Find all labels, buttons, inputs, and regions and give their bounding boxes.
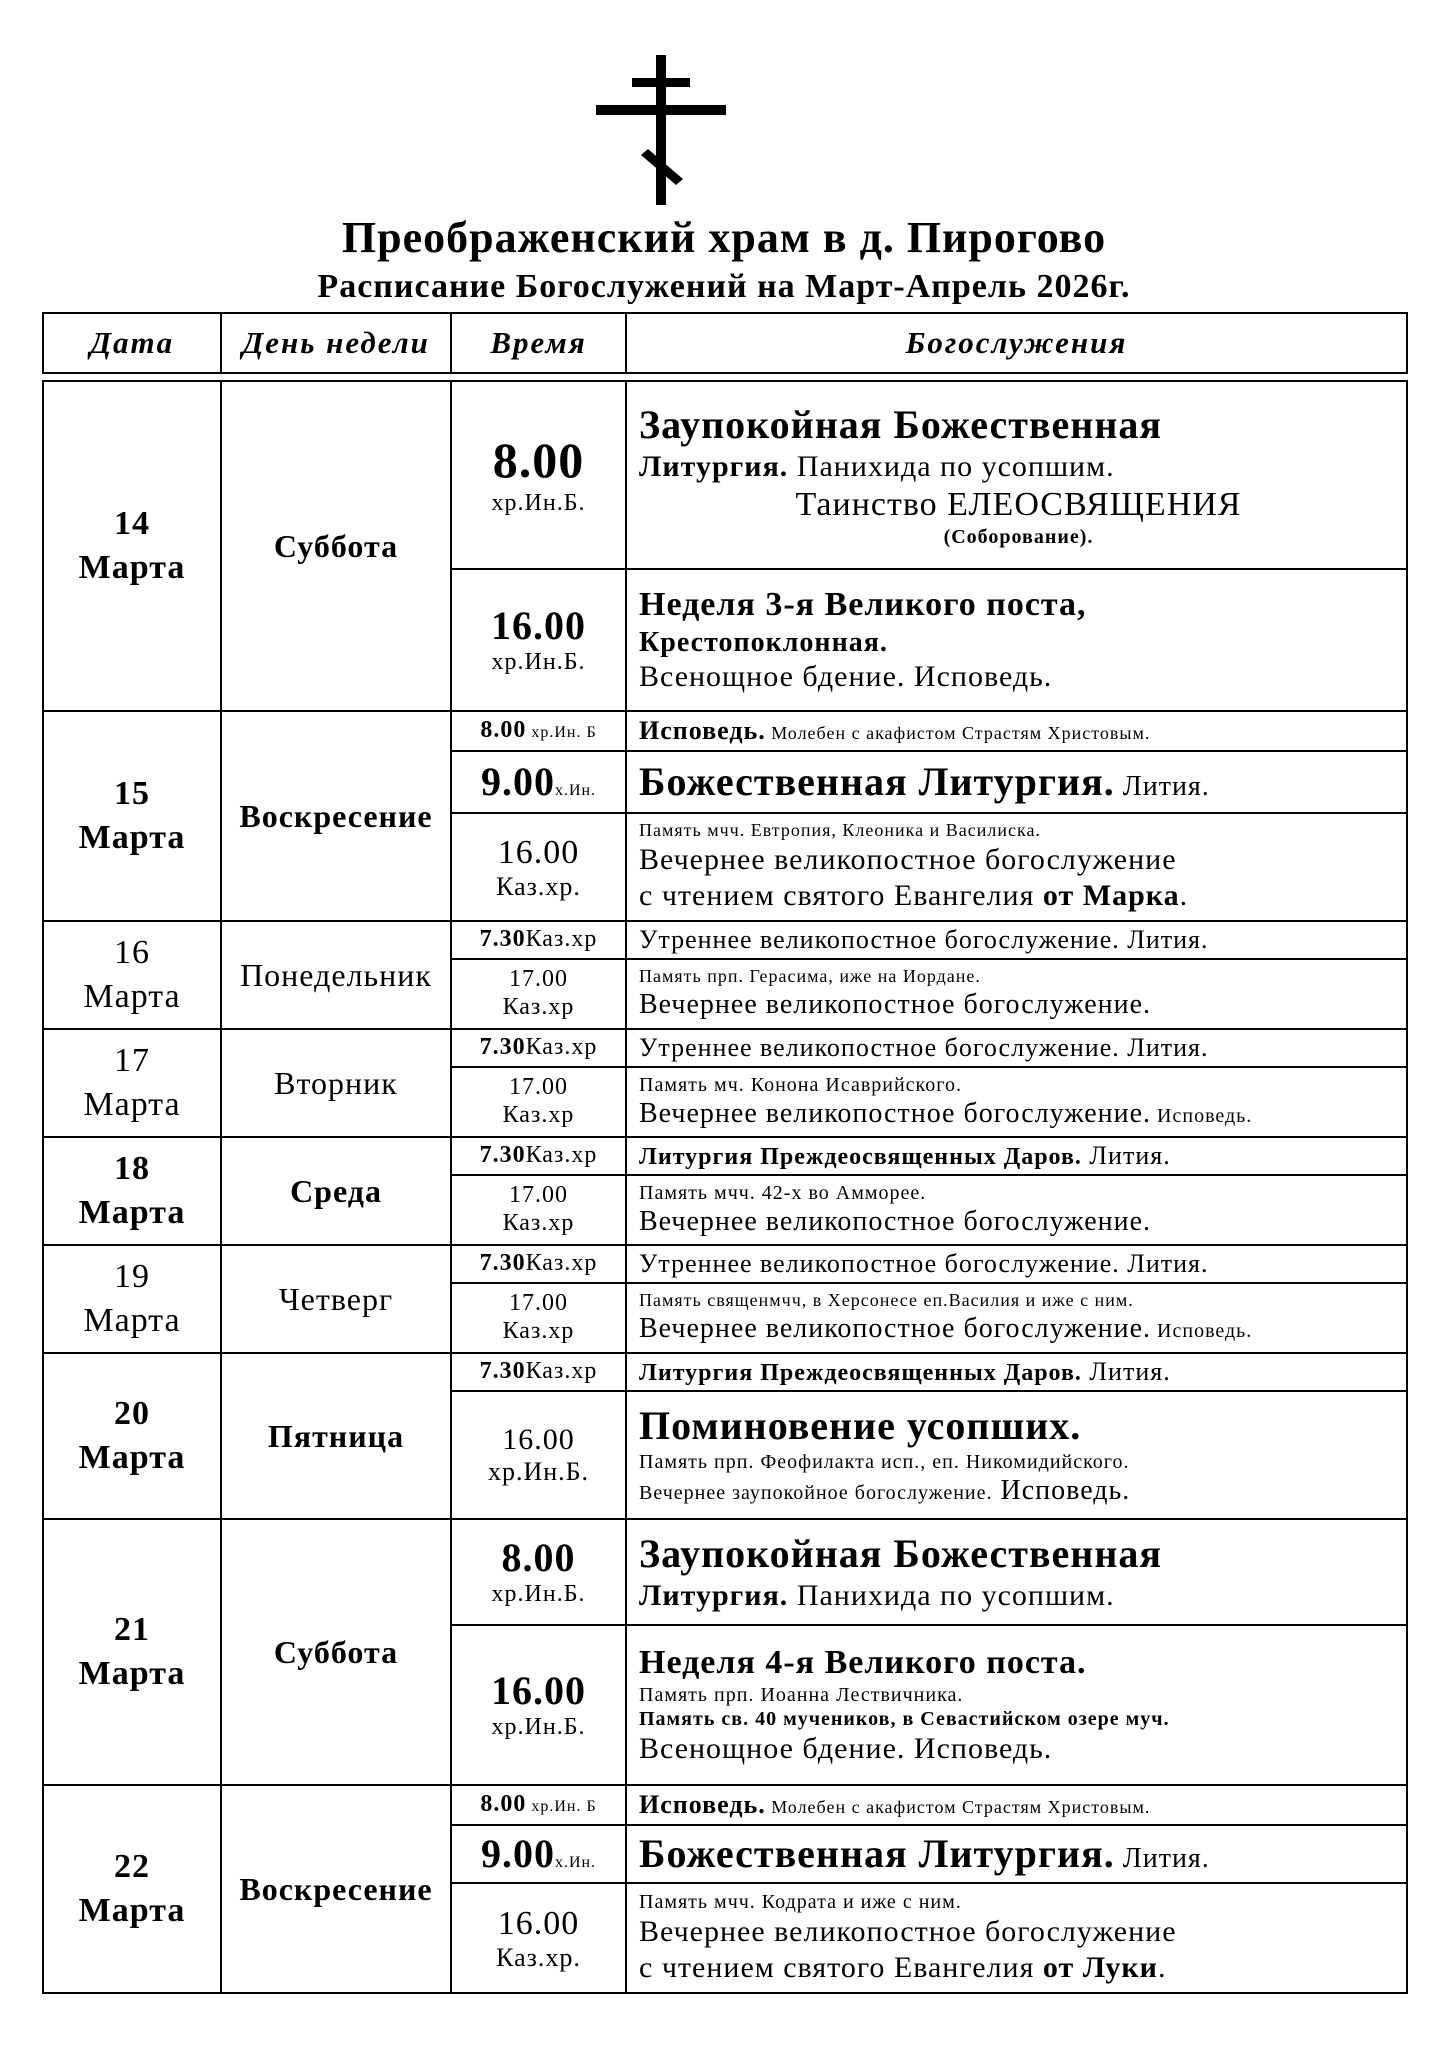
table-row — [43, 1353, 1407, 1391]
time-cell: 17.00 Каз.хр — [451, 1175, 626, 1245]
weekday-cell: Суббота — [221, 381, 451, 711]
weekday-cell: Понедельник — [221, 921, 451, 1029]
col-header-weekday: День недели — [221, 313, 451, 373]
service-cell: Исповедь. Молебен с акафистом Страстям Христовым. — [626, 1785, 1407, 1825]
weekday-cell: Воскресение — [221, 711, 451, 921]
service-cell: Заупокойная Божественная Литургия. Панихида по усопшим. — [626, 1519, 1407, 1625]
date-cell: 16 Марта — [43, 921, 221, 1029]
time-cell: 9.00х.Ин. — [451, 751, 626, 813]
time-cell: 7.30Каз.хр — [451, 1245, 626, 1283]
page-subtitle: Расписание Богослужений на Март-Апрель 2026г. — [317, 268, 1131, 305]
table-row — [43, 1245, 1407, 1283]
page-title: Преображенский храм в д. Пирогово — [341, 213, 1107, 262]
table-row — [43, 711, 1407, 751]
date-cell: 19 Марта — [43, 1245, 221, 1353]
weekday-cell: Суббота — [221, 1519, 451, 1785]
service-cell: Исповедь. Молебен с акафистом Страстям Христовым. — [626, 711, 1407, 751]
table-row — [43, 1137, 1407, 1175]
service-cell: Память мчч. 42-х во Амморее. Вечернее великопостное богослужение. — [626, 1175, 1407, 1245]
table-row — [43, 921, 1407, 959]
weekday-cell: Среда — [221, 1137, 451, 1245]
time-cell: 16.00 хр.Ин.Б. — [451, 1625, 626, 1785]
date-cell: 14 Марта — [43, 381, 221, 711]
time-cell: 7.30Каз.хр — [451, 1029, 626, 1067]
time-cell: 17.00 Каз.хр — [451, 1067, 626, 1137]
date-cell: 20 Марта — [43, 1353, 221, 1519]
service-cell: Память мч. Конона Исаврийского. Вечернее великопостное богослужение. Исповедь. — [626, 1067, 1407, 1137]
service-cell: Божественная Литургия. Лития. — [626, 1825, 1407, 1883]
service-cell: Память мчч. Кодрата и иже с ним. Вечернее великопостное богослужение с чтением святого Евангелия от Луки. — [626, 1883, 1407, 1993]
col-header-time: Время — [451, 313, 626, 373]
service-cell: Неделя 3-я Великого поста, Крестопоклонная. Всенощное бдение. Исповедь. — [626, 569, 1407, 711]
weekday-cell: Пятница — [221, 1353, 451, 1519]
date-cell: 22 Марта — [43, 1785, 221, 1993]
schedule-table — [42, 380, 1408, 1994]
date-cell: 21 Марта — [43, 1519, 221, 1785]
service-cell: Утреннее великопостное богослужение. Лития. — [626, 1029, 1407, 1067]
weekday-cell: Четверг — [221, 1245, 451, 1353]
time-cell: 17.00 Каз.хр — [451, 1283, 626, 1353]
service-cell: Память священмчч, в Херсонесе еп.Василия и иже с ним. Вечернее великопостное богослужение. Исповедь. — [626, 1283, 1407, 1353]
table-row — [43, 1519, 1407, 1625]
time-cell: 7.30Каз.хр — [451, 1353, 626, 1391]
table-row — [43, 1029, 1407, 1067]
date-cell: 15 Марта — [43, 711, 221, 921]
service-cell: Божественная Литургия. Лития. — [626, 751, 1407, 813]
service-cell: Неделя 4-я Великого поста. Память прп. Иоанна Лествичника. Память св. 40 мучеников, в Севастийском озере муч. Всенощное бдение. Исповедь. — [626, 1625, 1407, 1785]
col-header-date: Дата — [43, 313, 221, 373]
time-cell: 16.00 Каз.хр. — [451, 1883, 626, 1993]
weekday-cell: Воскресение — [221, 1785, 451, 1993]
time-cell: 8.00 хр.Ин.Б. — [451, 381, 626, 569]
time-cell: 17.00 Каз.хр — [451, 959, 626, 1029]
time-cell: 7.30Каз.хр — [451, 1137, 626, 1175]
table-row — [43, 1785, 1407, 1825]
time-cell: 16.00 хр.Ин.Б. — [451, 569, 626, 711]
service-cell: Поминовение усопших. Память прп. Феофилакта исп., еп. Никомидийского. Вечернее заупокойное богослужение. Исповедь. — [626, 1391, 1407, 1519]
service-cell: Заупокойная Божественная Литургия. Панихида по усопшим. Таинство ЕЛЕОСВЯЩЕНИЯ (Соборование). — [626, 381, 1407, 569]
service-cell: Память мчч. Евтропия, Клеоника и Василиска. Вечернее великопостное богослужение с чтением святого Евангелия от Марка. — [626, 813, 1407, 921]
weekday-cell: Вторник — [221, 1029, 451, 1137]
time-cell: 16.00 Каз.хр. — [451, 813, 626, 921]
col-header-services: Богослужения — [626, 313, 1407, 373]
service-cell: Память прп. Герасима, иже на Иордане. Вечернее великопостное богослужение. — [626, 959, 1407, 1029]
table-row — [43, 381, 1407, 569]
service-cell: Литургия Преждеосвященных Даров. Лития. — [626, 1137, 1407, 1175]
time-cell: 9.00х.Ин. — [451, 1825, 626, 1883]
time-cell: 7.30Каз.хр — [451, 921, 626, 959]
orthodox-cross-icon — [596, 55, 726, 205]
time-cell: 8.00 хр.Ин. Б — [451, 711, 626, 751]
date-cell: 18 Марта — [43, 1137, 221, 1245]
time-cell: 16.00 хр.Ин.Б. — [451, 1391, 626, 1519]
service-cell: Утреннее великопостное богослужение. Лития. — [626, 921, 1407, 959]
time-cell: 8.00 хр.Ин. Б — [451, 1785, 626, 1825]
table-header — [42, 312, 1408, 374]
service-cell: Утреннее великопостное богослужение. Лития. — [626, 1245, 1407, 1283]
date-cell: 17 Марта — [43, 1029, 221, 1137]
service-cell: Литургия Преждеосвященных Даров. Лития. — [626, 1353, 1407, 1391]
time-cell: 8.00 хр.Ин.Б. — [451, 1519, 626, 1625]
